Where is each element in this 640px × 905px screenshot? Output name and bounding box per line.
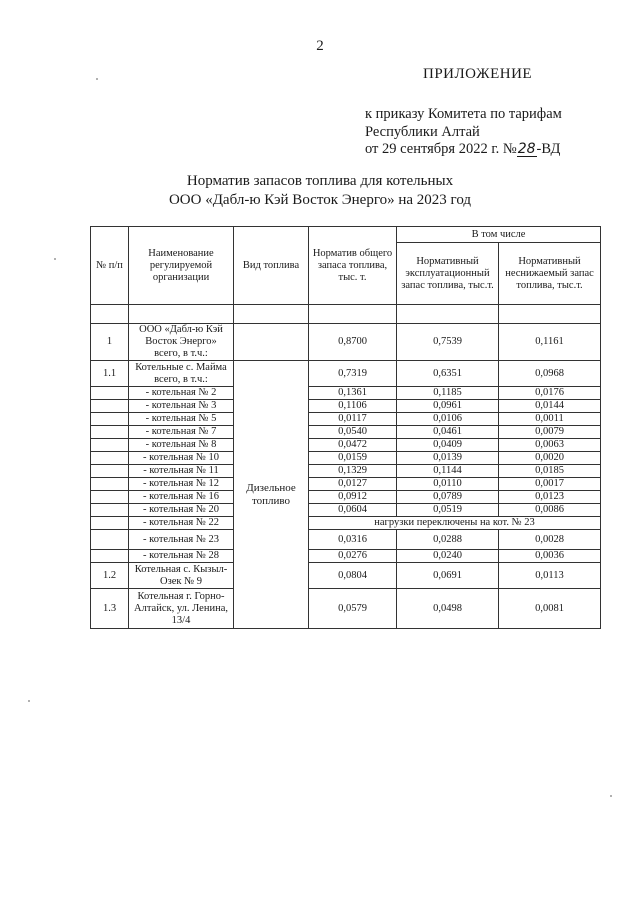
- row-num: 1.1: [91, 361, 129, 387]
- total-value: 0,0472: [309, 439, 397, 452]
- row-name: - котельная № 8: [129, 439, 234, 452]
- reserve-value: 0,0081: [499, 589, 601, 629]
- total-value: 0,8700: [309, 324, 397, 361]
- header-minimum-reserve: Нормативный неснижаемый запас топлива, тыс.т.: [499, 243, 601, 305]
- order-suffix: -ВД: [536, 141, 561, 157]
- table-row: [91, 452, 601, 465]
- reserve-value: 0,1161: [499, 324, 601, 361]
- row-name: - котельная № 11: [129, 465, 234, 478]
- header-fuel-type: Вид топлива: [234, 227, 309, 305]
- operational-value: 0,0789: [397, 491, 499, 504]
- operational-value: 0,0519: [397, 504, 499, 517]
- total-value: 0,0127: [309, 478, 397, 491]
- operational-value: 0,7539: [397, 324, 499, 361]
- table-row: [91, 426, 601, 439]
- operational-value: 0,0139: [397, 452, 499, 465]
- table-row: [91, 550, 601, 563]
- reserve-value: 0,0079: [499, 426, 601, 439]
- table-row: [91, 491, 601, 504]
- operational-value: 0,1185: [397, 387, 499, 400]
- total-value: 0,1329: [309, 465, 397, 478]
- total-value: 0,0276: [309, 550, 397, 563]
- reserve-value: 0,0144: [499, 400, 601, 413]
- reserve-value: 0,0011: [499, 413, 601, 426]
- row-name: - котельная № 3: [129, 400, 234, 413]
- fuel-norms-table: [90, 226, 601, 629]
- scan-speck: [96, 78, 98, 80]
- table-row: [91, 439, 601, 452]
- row-num: 1: [91, 324, 129, 361]
- header-organization: Наименование регулируемой организации: [129, 227, 234, 305]
- total-value: 0,0579: [309, 589, 397, 629]
- table-row: [91, 589, 601, 629]
- operational-value: 0,0110: [397, 478, 499, 491]
- total-value: 0,0540: [309, 426, 397, 439]
- table-row: [91, 465, 601, 478]
- row-num: 1.3: [91, 589, 129, 629]
- row-name: - котельная № 10: [129, 452, 234, 465]
- table-row: [91, 563, 601, 589]
- table-row: [91, 387, 601, 400]
- reserve-value: 0,0028: [499, 530, 601, 550]
- table-row: [91, 517, 601, 530]
- title-line-1: Норматив запасов топлива для котельных: [186, 173, 454, 189]
- fuel-type-cell: Дизельное топливо: [234, 361, 309, 629]
- reserve-value: 0,0176: [499, 387, 601, 400]
- total-value: 0,7319: [309, 361, 397, 387]
- table-row: [91, 400, 601, 413]
- scan-speck: [28, 700, 30, 702]
- total-value: 0,0316: [309, 530, 397, 550]
- table-row: [91, 530, 601, 550]
- document-title: [0, 172, 640, 210]
- operational-value: 0,1144: [397, 465, 499, 478]
- table-row: [91, 504, 601, 517]
- operational-value: 0,0498: [397, 589, 499, 629]
- row-name: ООО «Дабл-ю Кэй Восток Энерго» всего, в т.ч.:: [129, 324, 234, 361]
- row-num: 1.2: [91, 563, 129, 589]
- reserve-value: 0,0968: [499, 361, 601, 387]
- row-name: - котельная № 7: [129, 426, 234, 439]
- table-row: [91, 478, 601, 491]
- order-date: от 29 сентября 2022 г. №: [365, 141, 517, 157]
- row-name: - котельная № 23: [129, 530, 234, 550]
- scan-speck: [610, 795, 612, 797]
- table-row: [91, 413, 601, 426]
- reserve-value: 0,0123: [499, 491, 601, 504]
- header-num: № п/п: [91, 227, 129, 305]
- row-name: - котельная № 5: [129, 413, 234, 426]
- row-name: Котельные с. Майма всего, в т.ч.:: [129, 361, 234, 387]
- reserve-value: 0,0086: [499, 504, 601, 517]
- row-name: - котельная № 22: [129, 517, 234, 530]
- page-number: 2: [316, 38, 324, 54]
- operational-value: 0,0409: [397, 439, 499, 452]
- header-including: В том числе: [397, 227, 601, 243]
- row-name: - котельная № 2: [129, 387, 234, 400]
- row-name: - котельная № 20: [129, 504, 234, 517]
- row-name: - котельная № 12: [129, 478, 234, 491]
- table-row: [91, 324, 601, 361]
- row-name: - котельная № 16: [129, 491, 234, 504]
- order-line-2: Республики Алтай: [365, 123, 480, 140]
- reserve-value: 0,0020: [499, 452, 601, 465]
- reserve-value: 0,0113: [499, 563, 601, 589]
- total-value: 0,0912: [309, 491, 397, 504]
- reserve-value: 0,0063: [499, 439, 601, 452]
- title-line-2: ООО «Дабл-ю Кэй Восток Энерго» на 2023 год: [168, 192, 472, 208]
- header-total-reserve: Норматив общего запаса топлива, тыс. т.: [309, 227, 397, 305]
- scan-speck: [54, 258, 56, 260]
- order-line-3: [365, 141, 562, 159]
- row-note: нагрузки переключены на кот. № 23: [309, 517, 601, 530]
- operational-value: 0,0691: [397, 563, 499, 589]
- total-value: 0,1106: [309, 400, 397, 413]
- row-name: Котельная с. Кызыл-Озек № 9: [129, 563, 234, 589]
- header-operational-reserve: Нормативный эксплуатационный запас топлива, тыс.т.: [397, 243, 499, 305]
- reserve-value: 0,0185: [499, 465, 601, 478]
- reserve-value: 0,0017: [499, 478, 601, 491]
- appendix-title: ПРИЛОЖЕНИЕ: [423, 66, 533, 82]
- total-value: 0,0604: [309, 504, 397, 517]
- order-line-1: к приказу Комитета по тарифам: [365, 106, 562, 122]
- order-number-handwritten: 28: [517, 141, 536, 157]
- operational-value: 0,0288: [397, 530, 499, 550]
- operational-value: 0,0461: [397, 426, 499, 439]
- table-row: [91, 361, 601, 387]
- table-row: [91, 305, 601, 324]
- row-name: Котельная г. Горно-Алтайск, ул. Ленина, 13/4: [129, 589, 234, 629]
- row-name: - котельная № 28: [129, 550, 234, 563]
- total-value: 0,0117: [309, 413, 397, 426]
- total-value: 0,0804: [309, 563, 397, 589]
- total-value: 0,0159: [309, 452, 397, 465]
- operational-value: 0,0961: [397, 400, 499, 413]
- operational-value: 0,6351: [397, 361, 499, 387]
- order-reference: [365, 106, 562, 159]
- operational-value: 0,0240: [397, 550, 499, 563]
- operational-value: 0,0106: [397, 413, 499, 426]
- fuel-cell-empty: [234, 324, 309, 361]
- reserve-value: 0,0036: [499, 550, 601, 563]
- total-value: 0,1361: [309, 387, 397, 400]
